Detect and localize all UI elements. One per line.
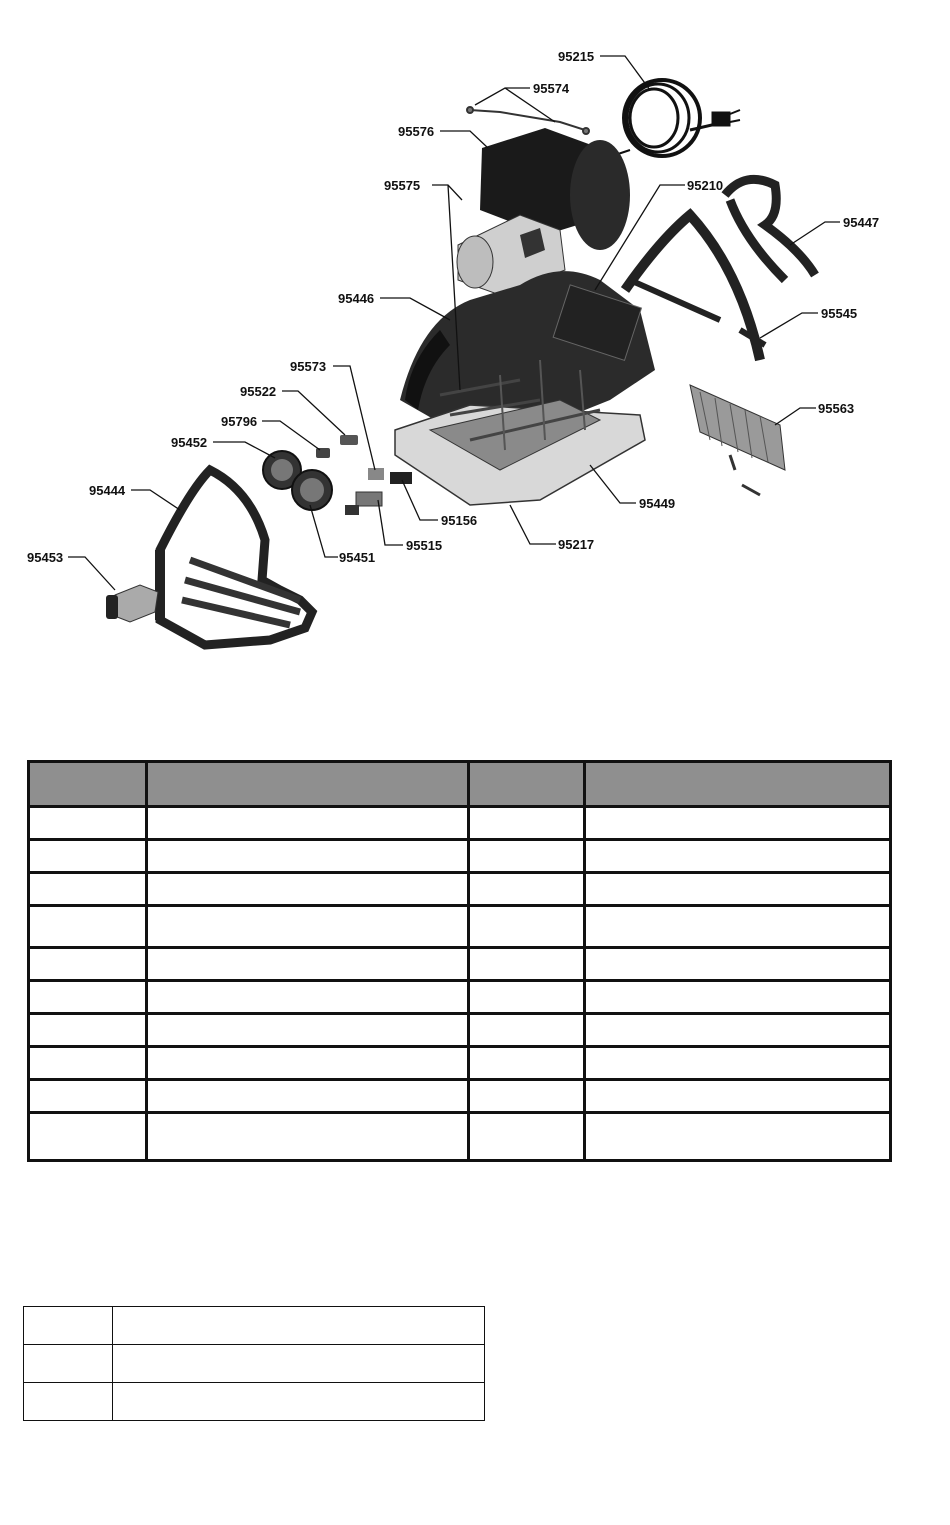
- table-cell: [24, 1307, 113, 1345]
- callout-95447: 95447: [843, 215, 880, 230]
- kits-table: [23, 1306, 485, 1421]
- callout-95576: 95576: [398, 124, 435, 139]
- table-cell: [585, 906, 891, 948]
- table-cell: [29, 1047, 147, 1080]
- pump-drawing: [106, 585, 158, 622]
- table-cell: [29, 1113, 147, 1161]
- table-cell: [113, 1383, 485, 1421]
- table-cell: [469, 1047, 585, 1080]
- table-cell: [469, 807, 585, 840]
- callout-95217: 95217: [558, 537, 595, 552]
- callout-95446: 95446: [338, 291, 375, 306]
- callout-95573: 95573: [290, 359, 327, 374]
- table-cell: [29, 948, 147, 981]
- table-cell: [113, 1345, 485, 1383]
- table-row: [29, 1047, 891, 1080]
- parts-table-header: [29, 762, 891, 807]
- callout-95452: 95452: [171, 435, 208, 450]
- table-cell: [29, 807, 147, 840]
- table-cell: [113, 1307, 485, 1345]
- table-cell: [469, 1014, 585, 1047]
- callout-95215: 95215: [558, 49, 595, 64]
- front-frame-drawing: [160, 470, 312, 645]
- wire-harness-drawing: [467, 107, 589, 134]
- callout-95451: 95451: [339, 550, 376, 565]
- table-cell: [24, 1383, 113, 1421]
- table-cell: [147, 1047, 469, 1080]
- table-cell: [147, 981, 469, 1014]
- table-cell: [585, 948, 891, 981]
- table-cell: [469, 840, 585, 873]
- table-cell: [29, 840, 147, 873]
- callout-95522: 95522: [240, 384, 277, 399]
- callout-95453: 95453: [27, 550, 64, 565]
- radiator-drawing: [690, 385, 785, 495]
- callout-95156: 95156: [441, 513, 478, 528]
- header-cell: [29, 762, 147, 807]
- handle-drawing: [725, 179, 815, 280]
- table-row: [24, 1307, 485, 1345]
- table-cell: [147, 1080, 469, 1113]
- table-row: [29, 1113, 891, 1161]
- table-cell: [147, 906, 469, 948]
- callout-95515: 95515: [406, 538, 443, 553]
- table-cell: [585, 1113, 891, 1161]
- header-cell: [469, 762, 585, 807]
- table-cell: [585, 840, 891, 873]
- table-cell: [147, 948, 469, 981]
- table-row: [29, 873, 891, 906]
- table-cell: [147, 807, 469, 840]
- callout-95545: 95545: [821, 306, 858, 321]
- table-row: [24, 1383, 485, 1421]
- table-cell: [469, 873, 585, 906]
- table-cell: [469, 1080, 585, 1113]
- table-cell: [147, 1113, 469, 1161]
- table-row: [29, 906, 891, 948]
- table-cell: [24, 1345, 113, 1383]
- table-row: [29, 1080, 891, 1113]
- table-cell: [585, 1080, 891, 1113]
- table-cell: [469, 906, 585, 948]
- table-cell: [469, 981, 585, 1014]
- callout-95444: 95444: [89, 483, 126, 498]
- table-cell: [29, 1014, 147, 1047]
- table-cell: [147, 873, 469, 906]
- table-row: [29, 981, 891, 1014]
- table-row: [29, 840, 891, 873]
- callout-95796: 95796: [221, 414, 258, 429]
- gauges-drawing: [263, 451, 332, 510]
- table-row: [24, 1345, 485, 1383]
- table-cell: [469, 948, 585, 981]
- callout-95563: 95563: [818, 401, 855, 416]
- table-cell: [147, 1014, 469, 1047]
- table-cell: [585, 807, 891, 840]
- table-row: [29, 948, 891, 981]
- exploded-parts-diagram: [0, 0, 950, 700]
- power-cord-drawing: [600, 80, 740, 160]
- callout-95210: 95210: [687, 178, 724, 193]
- table-cell: [29, 873, 147, 906]
- table-cell: [29, 981, 147, 1014]
- callout-95449: 95449: [639, 496, 676, 511]
- table-cell: [585, 873, 891, 906]
- header-cell: [147, 762, 469, 807]
- table-row: [29, 1014, 891, 1047]
- callout-95574: 95574: [533, 81, 570, 96]
- header-cell: [585, 762, 891, 807]
- table-cell: [585, 1047, 891, 1080]
- table-cell: [29, 1080, 147, 1113]
- table-cell: [29, 906, 147, 948]
- table-row: [29, 807, 891, 840]
- table-cell: [469, 1113, 585, 1161]
- table-cell: [147, 840, 469, 873]
- parts-table: [27, 760, 892, 1162]
- table-cell: [585, 1014, 891, 1047]
- table-cell: [585, 981, 891, 1014]
- motor-drawing: [457, 128, 630, 295]
- callout-95575: 95575: [384, 178, 421, 193]
